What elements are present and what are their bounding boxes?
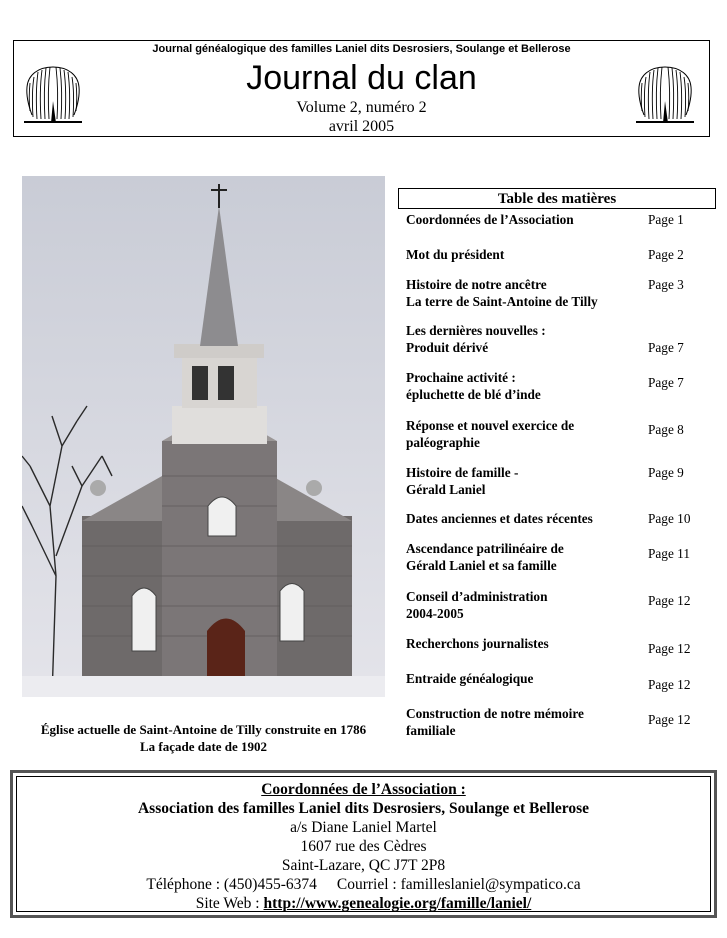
toc-page-number: Page 1 <box>648 212 684 227</box>
contact-heading: Coordonnées de l’Association : <box>261 781 466 798</box>
toc-page-number: Page 8 <box>648 422 684 437</box>
email-address[interactable]: familleslaniel@sympatico.ca <box>400 876 581 893</box>
toc-item-sublabel: Gérald Laniel <box>406 482 486 497</box>
toc-item-label: Histoire de notre ancêtre <box>406 277 547 292</box>
toc-item-label: Ascendance patrilinéaire de <box>406 541 564 556</box>
toc-item[interactable] <box>406 540 646 574</box>
contact-box <box>10 770 717 918</box>
toc-page-number: Page 9 <box>648 465 684 480</box>
toc-item-label: Les dernières nouvelles : <box>406 323 546 338</box>
contact-street: 1607 rue des Cèdres <box>300 838 427 855</box>
contact-phone-email-line <box>13 876 714 894</box>
web-link[interactable]: http://www.genealogie.org/famille/laniel/ <box>263 895 532 912</box>
toc-item-label: Coordonnées de l’Association <box>406 212 574 227</box>
toc-item-label: Conseil d’administration <box>406 589 548 604</box>
contact-city: Saint-Lazare, QC J7T 2P8 <box>281 857 446 874</box>
toc-item-sublabel: Gérald Laniel et sa famille <box>406 558 557 573</box>
toc-page-number: Page 7 <box>648 340 684 355</box>
masthead <box>13 40 710 137</box>
toc-page-number: Page 10 <box>648 511 691 526</box>
contact-web-line <box>13 895 714 913</box>
toc-item[interactable] <box>406 369 646 403</box>
toc-item-sublabel: épluchette de blé d’inde <box>406 387 541 402</box>
toc-item[interactable] <box>406 211 646 228</box>
toc-page-number: Page 3 <box>648 277 684 292</box>
toc-item-sublabel: La terre de Saint-Antoine de Tilly <box>406 294 598 309</box>
toc-page-number: Page 7 <box>648 375 684 390</box>
toc-item[interactable] <box>406 588 646 622</box>
church-photo <box>22 176 385 697</box>
willow-tree-icon <box>22 61 84 125</box>
toc-item[interactable] <box>406 276 646 310</box>
toc-item-label: Réponse et nouvel exercice de <box>406 418 575 433</box>
toc-title: Table des matières <box>398 188 716 209</box>
toc-item[interactable] <box>406 417 646 451</box>
toc-item-label: Mot du président <box>406 247 505 262</box>
email-label: Courriel : <box>336 876 401 893</box>
toc-item-sublabel: paléographie <box>406 435 480 450</box>
toc-page-number: Page 12 <box>648 593 691 608</box>
toc-item-sublabel: 2004-2005 <box>406 606 464 621</box>
toc-item-label: Recherchons journalistes <box>406 636 549 651</box>
masthead-subtitle: Journal généalogique des familles Laniel dits Desrosiers, Soulange et Bellerose <box>152 43 571 55</box>
toc-page-number: Page 12 <box>648 641 691 656</box>
toc-page-number: Page 12 <box>648 712 691 727</box>
toc-item[interactable] <box>406 322 646 356</box>
toc-item-label: Entraide généalogique <box>406 671 534 686</box>
toc-item-label: Histoire de famille - <box>406 465 519 480</box>
toc-item-label: Prochaine activité : <box>406 370 516 385</box>
toc-item-sublabel: familiale <box>406 723 456 738</box>
toc-item[interactable] <box>406 705 646 739</box>
caption-line: Église actuelle de Saint-Antoine de Tilly construite en 1786 <box>40 722 367 737</box>
phone-number: (450)455-6374 <box>223 876 317 893</box>
willow-tree-icon <box>634 61 696 125</box>
toc-item-sublabel: Produit dérivé <box>406 340 489 355</box>
contact-organization: Association des familles Laniel dits Desrosiers, Soulange et Bellerose <box>137 800 590 817</box>
caption-line: La façade date de 1902 <box>139 739 268 754</box>
toc-page-number: Page 2 <box>648 247 684 262</box>
toc-item[interactable] <box>406 670 646 687</box>
toc-page-number: Page 12 <box>648 677 691 692</box>
phone-label: Téléphone : <box>146 876 224 893</box>
toc-item[interactable] <box>406 510 646 527</box>
issue-volume: Volume 2, numéro 2 <box>296 99 427 116</box>
masthead-title: Journal du clan <box>246 59 477 97</box>
toc-item-label: Dates anciennes et dates récentes <box>406 511 593 526</box>
web-label: Site Web : <box>195 895 264 912</box>
contact-attention: a/s Diane Laniel Martel <box>290 819 437 836</box>
toc-item-label: Construction de notre mémoire <box>406 706 584 721</box>
issue-date: avril 2005 <box>328 118 395 135</box>
toc-item[interactable] <box>406 464 646 498</box>
photo-caption <box>22 721 385 755</box>
toc-item[interactable] <box>406 246 646 263</box>
toc-page-number: Page 11 <box>648 546 690 561</box>
toc-item[interactable] <box>406 635 646 652</box>
